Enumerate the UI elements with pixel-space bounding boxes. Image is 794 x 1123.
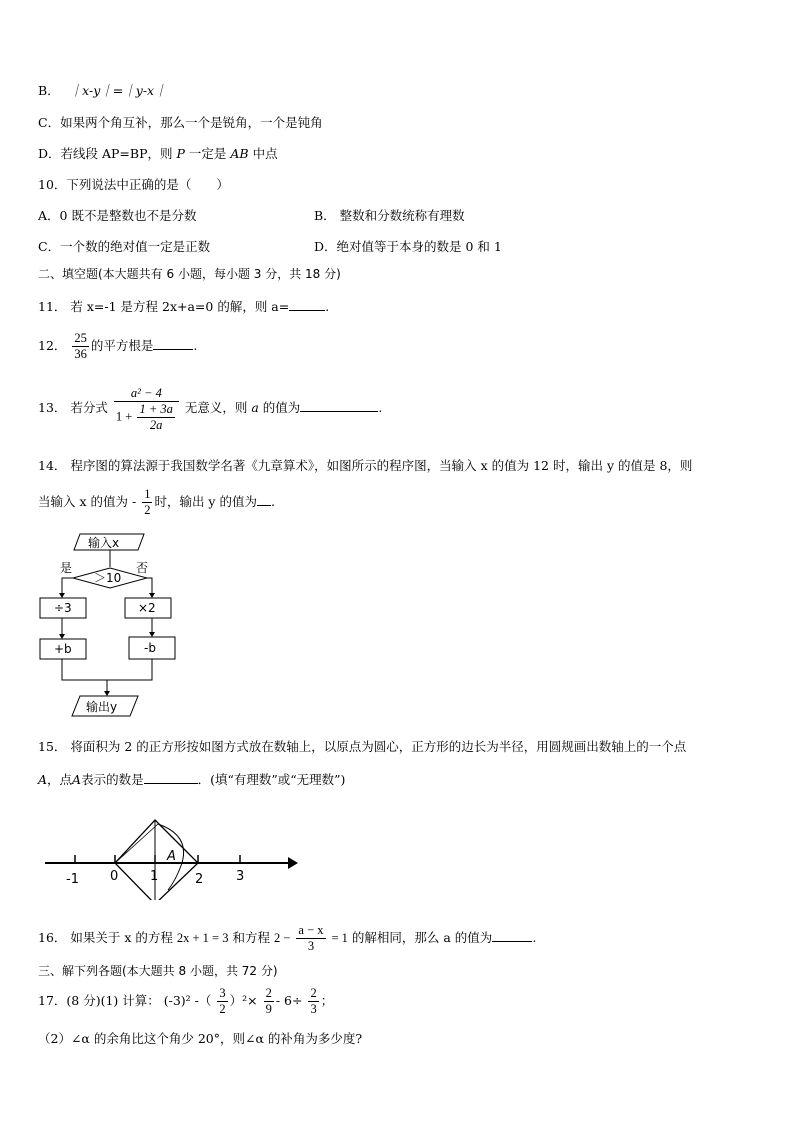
q9-option-b bbox=[38, 82, 167, 100]
tick-label: 1 bbox=[150, 869, 159, 884]
q15-point-a: A bbox=[38, 772, 48, 787]
flow-minus-b-label: -b bbox=[144, 641, 156, 655]
q16-frac-num: a − x bbox=[298, 923, 324, 937]
q16-pre: 16． 如果关于 x 的方程 bbox=[38, 930, 173, 945]
q16-eq2-pre: 2 − bbox=[273, 931, 291, 945]
q9-d-pre: D．若线段 AP=BP，则 bbox=[38, 146, 173, 161]
q16-frac-den: 3 bbox=[307, 939, 315, 953]
q11-tail: . bbox=[325, 299, 330, 314]
q13-inner-fraction bbox=[137, 402, 174, 433]
q14-frac-den: 2 bbox=[144, 503, 151, 517]
q17-f2-den: 9 bbox=[265, 1002, 272, 1016]
q10-stem: 10．下列说法中正确的是（ ） bbox=[38, 177, 229, 192]
q14-line1: 14． 程序图的算法源于我国数学名著《九章算术》，如图所示的程序图，当输入 x 的值为 12 时，输出 y 的值是 8，则 bbox=[38, 458, 693, 473]
q11-text: 11． 若 x=-1 是方程 2x+a=0 的解，则 a= bbox=[38, 299, 290, 314]
q14-line2-post: 时，输出 y 的值为 bbox=[154, 494, 257, 509]
q13-complex-fraction bbox=[114, 385, 179, 433]
q17-mid1: ）²× bbox=[229, 993, 258, 1008]
q13-text2: 的值为 bbox=[262, 400, 301, 415]
q12-text: 的平方根是 bbox=[90, 338, 154, 353]
q12-fraction bbox=[72, 331, 89, 362]
q13-bottom bbox=[114, 402, 179, 433]
q16-answer-blank bbox=[492, 928, 532, 942]
flow-div3-label: ÷3 bbox=[54, 601, 72, 615]
q13-var: a bbox=[251, 400, 259, 415]
q14-line2 bbox=[38, 482, 275, 522]
radius-line bbox=[115, 824, 158, 863]
q13-inner-den: 2a bbox=[149, 417, 163, 432]
q11 bbox=[38, 297, 329, 316]
q12-frac-num: 25 bbox=[74, 331, 87, 345]
q12-prefix: 12． bbox=[38, 338, 67, 353]
q15-line2 bbox=[38, 770, 345, 789]
square bbox=[115, 820, 198, 900]
q17-pre: 17．(8 分)(1) 计算： (-3)² -（ bbox=[38, 993, 212, 1008]
q14-answer-blank bbox=[257, 492, 271, 506]
q17-frac-2 bbox=[264, 986, 274, 1017]
q16-post: 的解相同，那么 a 的值为 bbox=[351, 930, 493, 945]
q10-option-d: D．绝对值等于本身的数是 0 和 1 bbox=[314, 239, 502, 254]
point-a-label: A bbox=[167, 849, 176, 864]
tick-label: 0 bbox=[110, 869, 119, 884]
q14-line2-pre: 当输入 x 的值为 - bbox=[38, 494, 137, 509]
q14-frac-num: 1 bbox=[144, 487, 151, 501]
q12-tail: . bbox=[193, 338, 198, 353]
flow-arrow bbox=[59, 593, 65, 598]
q17-f1-den: 2 bbox=[219, 1002, 226, 1016]
q13-text: 无意义，则 bbox=[184, 400, 248, 415]
flow-output-label: 输出y bbox=[86, 700, 118, 714]
q14-fraction bbox=[142, 487, 152, 518]
q15-line1: 15． 将面积为 2 的正方形按如图方式放在数轴上，以原点为圆心，正方形的边长为半径，用圆规画出数轴上的一个点 bbox=[38, 739, 687, 754]
q15-point-a2: A bbox=[72, 772, 82, 787]
q15-answer-blank bbox=[144, 770, 198, 784]
q17-frac-1 bbox=[217, 986, 227, 1017]
q15-text: 表示的数是 bbox=[81, 772, 144, 787]
q17-f3-num: 2 bbox=[310, 986, 317, 1000]
q9-d-ab: AB bbox=[230, 146, 249, 161]
number-line-arrow bbox=[288, 857, 298, 869]
q16-eq1: 2x + 1 = 3 bbox=[176, 931, 229, 945]
flow-yes-label: 是 bbox=[60, 561, 73, 575]
flow-arrow bbox=[104, 691, 110, 696]
q17-f2-num: 2 bbox=[265, 986, 272, 1000]
q13-top: a² − 4 bbox=[114, 385, 179, 402]
section-2-heading: 二、填空题(本大题共有 6 小题，每小题 3 分，共 18 分) bbox=[38, 267, 341, 281]
flow-arrow bbox=[149, 593, 155, 598]
q14-tail: . bbox=[270, 494, 275, 509]
q9-b-text: ｜x-y｜=｜y-x｜ bbox=[69, 83, 167, 98]
section-3-heading: 三、解下列各题(本大题共 8 小题，共 72 分) bbox=[38, 964, 278, 978]
flow-arrow bbox=[59, 634, 65, 639]
q17-f1-num: 3 bbox=[219, 986, 226, 1000]
q17-mid2: - 6÷ bbox=[275, 993, 303, 1008]
flow-input-label: 输入x bbox=[88, 536, 120, 550]
q11-answer-blank bbox=[289, 297, 325, 311]
q17-f3-den: 3 bbox=[310, 1002, 317, 1016]
q9-option-d bbox=[38, 145, 278, 163]
q10-option-b: B． 整数和分数统称有理数 bbox=[314, 208, 465, 223]
q13-prefix: 13． 若分式 bbox=[38, 400, 108, 415]
q13 bbox=[38, 378, 382, 438]
q16-eq2-post: = 1 bbox=[331, 931, 348, 945]
q15-mid: ，点 bbox=[47, 772, 73, 787]
q13-answer-blank bbox=[300, 398, 378, 412]
q10-option-c: C．一个数的绝对值一定是正数 bbox=[38, 239, 211, 254]
tick-label: 3 bbox=[236, 869, 245, 884]
q17-part2: （2）∠α 的余角比这个角少 20°，则∠α 的补角为多少度? bbox=[38, 1031, 363, 1046]
flow-no-label: 否 bbox=[136, 561, 149, 575]
q9-option-c: C．如果两个角互补，那么一个是锐角，一个是钝角 bbox=[38, 115, 323, 130]
q17-frac-3 bbox=[308, 986, 318, 1017]
q16-tail: . bbox=[532, 930, 537, 945]
q16 bbox=[38, 918, 536, 958]
flow-plus-b-label: +b bbox=[54, 642, 72, 656]
q12-frac-den: 36 bbox=[74, 347, 87, 361]
flow-merge-line bbox=[62, 659, 152, 680]
tick-label: -1 bbox=[66, 872, 79, 887]
tick-label: 2 bbox=[195, 872, 204, 887]
q9-d-p: P bbox=[176, 146, 185, 161]
q12 bbox=[38, 326, 197, 366]
flowchart bbox=[32, 530, 212, 720]
q16-fraction bbox=[296, 923, 325, 954]
flow-condition-label: ＞10 bbox=[94, 571, 122, 585]
q17-tail: ； bbox=[320, 993, 334, 1008]
number-line-figure bbox=[40, 810, 310, 900]
q17-part1 bbox=[38, 981, 333, 1021]
q12-answer-blank bbox=[153, 336, 193, 350]
q13-one-plus: 1 + bbox=[115, 408, 133, 423]
q16-mid: 和方程 bbox=[232, 930, 270, 945]
q13-inner-num: 1 + 3a bbox=[139, 401, 173, 416]
q9-d-mid: 一定是 bbox=[188, 146, 227, 161]
q15-tail: ．(填“有理数”或“无理数”) bbox=[197, 772, 346, 787]
flow-arrow bbox=[149, 632, 155, 637]
q13-tail: . bbox=[378, 400, 383, 415]
q9-d-post: 中点 bbox=[252, 146, 278, 161]
q9-b-label: B． bbox=[38, 83, 60, 98]
flow-times2-label: ×2 bbox=[138, 601, 156, 615]
q10-option-a: A．0 既不是整数也不是分数 bbox=[38, 208, 197, 223]
